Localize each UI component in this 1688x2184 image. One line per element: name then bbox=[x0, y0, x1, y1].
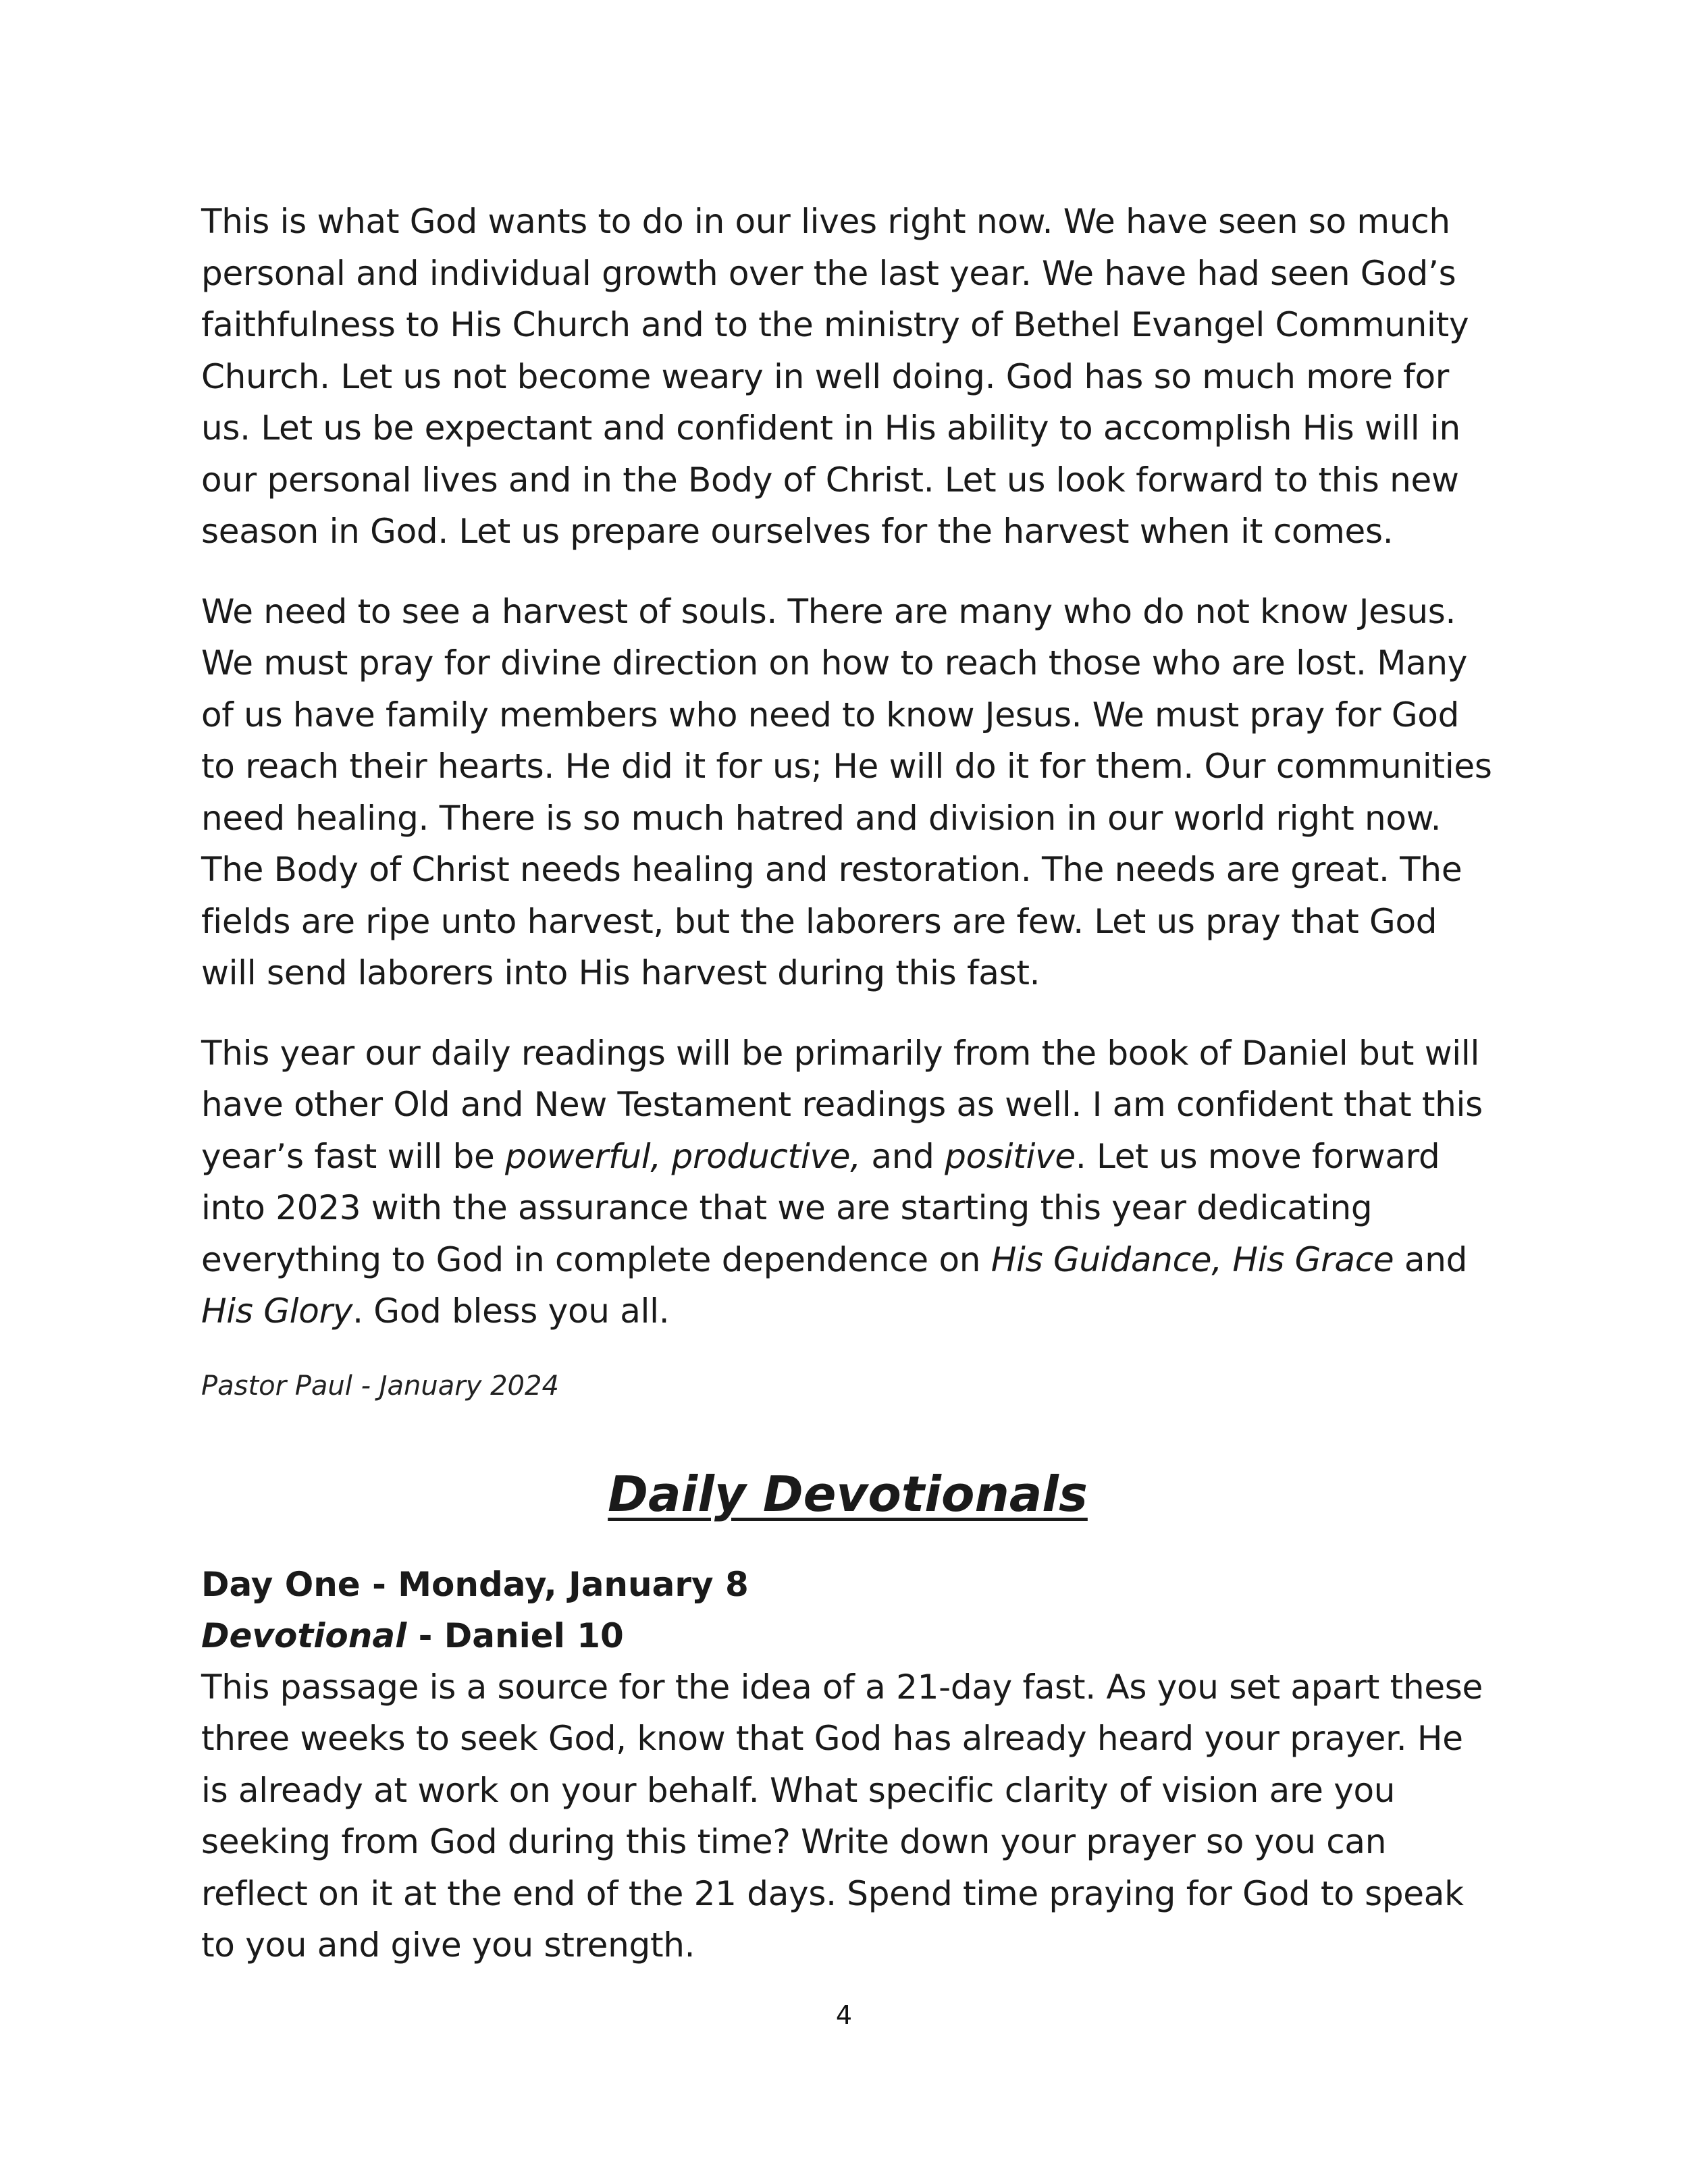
paragraph-3-emphasis-1: powerful, productive, bbox=[505, 1136, 861, 1176]
pastor-signature: Pastor Paul - January 2024 bbox=[201, 1370, 559, 1402]
intro-paragraph-1: This is what God wants to do in our lives right now. We have seen so much personal and individual growth over the last year. We have had seen God’s faithfulness to His Church and to the ministry of Bethel Evangel Community Church. Let us not become weary in well doing. God has so much more for us. Let us be expectant and confident in His ability to accomplish His will in our personal lives and in the Body of Christ. Let us look forward to this new season in God. Let us prepare ourselves for the harvest when it comes. bbox=[201, 202, 1469, 551]
devotional-reference: - Daniel 10 bbox=[406, 1616, 624, 1655]
devotional-body: This passage is a source for the idea of a 21-day fast. As you set apart these three weeks to seek God, know that God has already heard your prayer. He is already at work on your behalf. What specific clarity of vision are you seeking from God during this time? Write down your prayer so you can reflect on it at the end of the 21 days. Spend time praying for God to speak to you and give you strength. bbox=[201, 1667, 1483, 1965]
paragraph-3-emphasis-2: positive bbox=[945, 1136, 1076, 1176]
devotional-label: Devotional bbox=[201, 1616, 407, 1655]
intro-paragraph-3 bbox=[201, 1028, 1494, 1337]
paragraph-3-text-3: . Let us move forward into 2023 with the assurance that we are starting this year dedicating everything to God in complete dependence on bbox=[201, 1136, 1440, 1279]
paragraph-3-emphasis-3: His Guidance, His Grace bbox=[991, 1240, 1394, 1279]
devotional-heading bbox=[201, 1610, 1494, 1661]
paragraph-3-text-1: This year our daily readings will be primarily from the book of Daniel but will have other Old and New Testament readings as well. I am confident that this year’s fast will be bbox=[201, 1033, 1483, 1176]
intro-paragraph-2: We need to see a harvest of souls. There are many who do not know Jesus. We must pray for divine direction on how to reach those who are lost. Many of us have family members who need to know Jesus. We must pray for God to reach their hearts. He did it for us; He will do it for them. Our communities need healing. There is so much hatred and division in our world right now. The Body of Christ needs healing and restoration. The needs are great. The fields are ripe unto harvest, but the laborers are few. Let us pray that God will send laborers into His harvest during this fast. bbox=[201, 591, 1492, 992]
paragraph-3-text-4: and bbox=[1394, 1240, 1468, 1279]
day-heading: Day One - Monday, January 8 bbox=[201, 1564, 749, 1604]
page-number: 4 bbox=[835, 2000, 853, 2030]
paragraph-3-text-5: . God bless you all. bbox=[352, 1291, 670, 1331]
section-title: Daily Devotionals bbox=[608, 1465, 1088, 1522]
paragraph-3-text-2: and bbox=[860, 1136, 945, 1176]
paragraph-3-emphasis-4: His Glory bbox=[201, 1291, 353, 1331]
page-content bbox=[201, 196, 1494, 1971]
